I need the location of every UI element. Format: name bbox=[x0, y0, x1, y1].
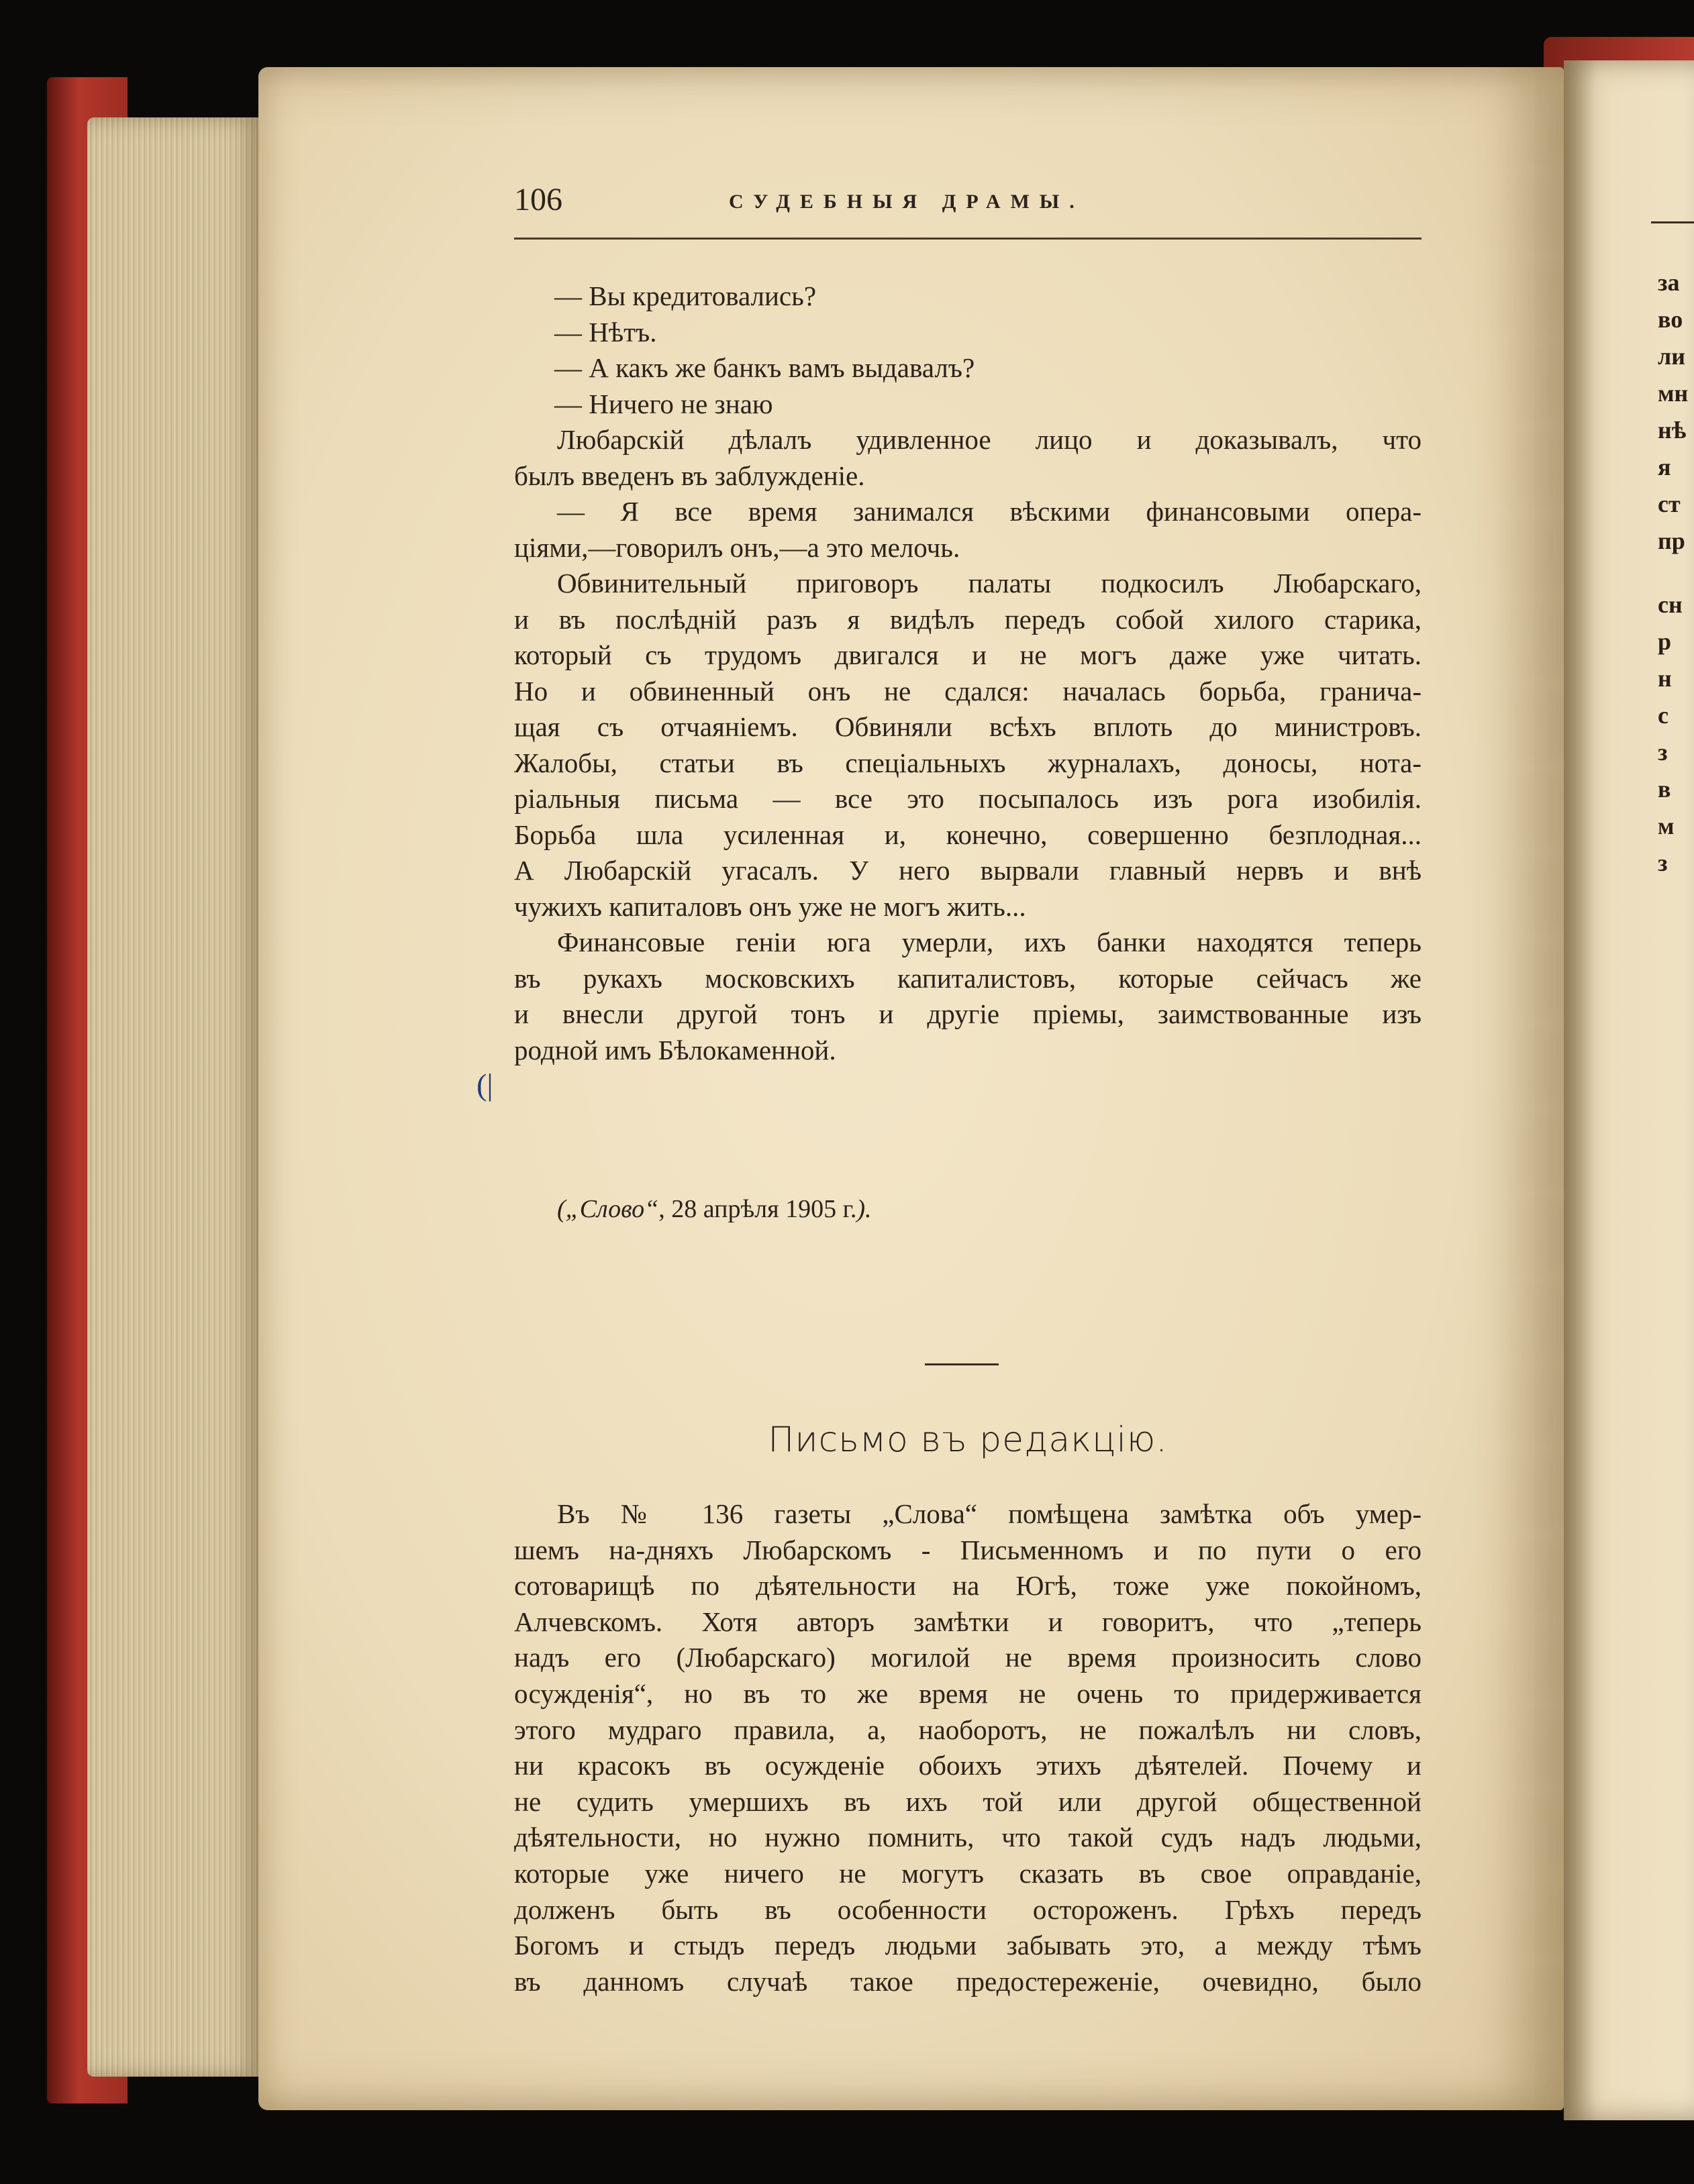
section-divider bbox=[925, 1363, 999, 1365]
page-header bbox=[514, 181, 1422, 235]
paragraph-line: и внесли другой тонъ и другіе пріемы, заимствованные изъ bbox=[514, 998, 1422, 1029]
letter-line: въ данномъ случаѣ такое предостереженіе, очевидно, было bbox=[514, 1965, 1422, 1997]
header-rule bbox=[514, 238, 1422, 240]
article-ending bbox=[514, 278, 1422, 1068]
letter-line: дѣятельности, но нужно помнить, что такой судъ надъ людьми, bbox=[514, 1822, 1422, 1853]
paragraph-line: ціями,—говорилъ онъ,—а это мелочь. bbox=[514, 531, 960, 563]
next-page-fragment: с bbox=[1658, 702, 1668, 729]
next-page-fragment: я bbox=[1658, 454, 1671, 480]
paragraph-line: Обвинительный приговоръ палаты подкосилъ Любарскаго, bbox=[557, 568, 1422, 599]
dialog-line: — Вы кредитовались? bbox=[554, 280, 817, 311]
paragraph-line: Любарскій дѣлалъ удивленное лицо и доказывалъ, что bbox=[557, 424, 1422, 455]
next-page-fragment: ли bbox=[1658, 343, 1685, 370]
letter-line: Богомъ и стыдъ передъ людьми забывать это, а между тѣмъ bbox=[514, 1930, 1422, 1961]
letter-line: которые уже ничего не могутъ сказать въ свое оправданіе, bbox=[514, 1857, 1422, 1889]
letter-line: Алчевскомъ. Хотя авторъ замѣтки и говоритъ, что „теперь bbox=[514, 1606, 1422, 1637]
dialog-line: — Нѣтъ. bbox=[554, 316, 657, 348]
citation-close: ). bbox=[856, 1195, 872, 1223]
paragraph-line: былъ введенъ въ заблужденіе. bbox=[514, 460, 865, 491]
next-page-fragment: мн bbox=[1658, 380, 1689, 407]
next-page-fragment: пр bbox=[1658, 527, 1685, 554]
letter-line: шемъ на-дняхъ Любарскомъ - Письменномъ и по пути о его bbox=[514, 1534, 1422, 1565]
next-page-fragment: з bbox=[1658, 849, 1668, 876]
next-page-fragment: з bbox=[1658, 739, 1668, 766]
letter-line: не судить умершихъ въ ихъ той или другой общественной bbox=[514, 1785, 1422, 1817]
dialog-line: — А какъ же банкъ вамъ выдавалъ? bbox=[554, 352, 975, 383]
paragraph-line: Жалобы, статьи въ спеціальныхъ журналахъ, доносы, нота- bbox=[514, 747, 1422, 778]
next-page-fragment: во bbox=[1658, 306, 1683, 333]
paragraph-line: который съ трудомъ двигался и не могъ даже уже читать. bbox=[514, 639, 1422, 670]
next-page-fragment: ст bbox=[1658, 490, 1681, 517]
letter-line: этого мудраго правила, а, наоборотъ, не пожалѣлъ ни словъ, bbox=[514, 1714, 1422, 1745]
letter-line: долженъ быть въ особенности остороженъ. Грѣхъ передъ bbox=[514, 1893, 1422, 1925]
next-page-fragment: м bbox=[1658, 813, 1675, 839]
next-page-fragment: в bbox=[1658, 776, 1671, 802]
paragraph-line: щая съ отчаяніемъ. Обвиняли всѣхъ вплоть до министровъ. bbox=[514, 711, 1422, 742]
dialog-line: — Ничего не знаю bbox=[554, 388, 773, 419]
page-edges bbox=[87, 117, 262, 2077]
citation-date: , 28 апрѣля 1905 г. bbox=[658, 1195, 857, 1223]
paragraph-line: ріальныя письма — все это посыпалось изъ рога изобилія. bbox=[514, 783, 1422, 814]
letter-body bbox=[514, 1496, 1422, 1999]
letter-line: ни красокъ въ осужденіе обоихъ этихъ дѣятелей. Почему и bbox=[514, 1750, 1422, 1781]
running-title: СУДЕБНЫЯ ДРАМЫ. bbox=[729, 191, 1085, 213]
paragraph-line: родной имъ Бѣлокаменной. bbox=[514, 1034, 836, 1065]
section-title: Письмо въ редакцію. bbox=[768, 1420, 1168, 1460]
next-page-fragment: р bbox=[1658, 628, 1672, 655]
paragraph-line: — Я все время занимался вѣскими финансовыми опера- bbox=[557, 496, 1422, 527]
next-page bbox=[1564, 60, 1694, 2120]
paragraph-line: чужихъ капиталовъ онъ уже не могъ жить... bbox=[514, 890, 1026, 922]
paragraph-line: Борьба шла усиленная и, конечно, совершенно безплодная... bbox=[514, 819, 1422, 850]
paragraph-line: Финансовые геніи юга умерли, ихъ банки находятся теперь bbox=[557, 927, 1422, 957]
paragraph-line: Но и обвиненный онъ не сдался: началась борьба, гранича- bbox=[514, 675, 1422, 707]
letter-line: осужденія“, но въ то же время не очень то придерживается bbox=[514, 1677, 1422, 1709]
letter-line: сотоварищѣ по дѣятельности на Югѣ, тоже уже покойномъ, bbox=[514, 1570, 1422, 1602]
paragraph-line: въ рукахъ московскихъ капиталистовъ, которые сейчасъ же bbox=[514, 962, 1422, 994]
letter-line: надъ его (Любарскаго) могилой не время произносить слово bbox=[514, 1642, 1422, 1673]
citation bbox=[557, 1194, 872, 1224]
next-page-fragment: н bbox=[1658, 665, 1672, 692]
pencil-margin-mark: (| bbox=[477, 1068, 493, 1102]
next-page-rule bbox=[1651, 221, 1694, 223]
page-number: 106 bbox=[514, 182, 562, 217]
citation-open: ( bbox=[557, 1195, 566, 1223]
next-page-fragment: нѣ bbox=[1658, 417, 1687, 444]
paragraph-line: и въ послѣдній разъ я видѣлъ передъ собой хилого старика, bbox=[514, 603, 1422, 635]
letter-line: Въ № 136 газеты „Слова“ помѣщена замѣтка объ умер- bbox=[557, 1498, 1422, 1529]
paragraph-line: А Любарскій угасалъ. У него вырвали главный нервъ и внѣ bbox=[514, 855, 1422, 886]
next-page-fragment: сн bbox=[1658, 591, 1683, 618]
next-page-fragment: за bbox=[1658, 269, 1680, 296]
citation-source: „Слово“ bbox=[565, 1195, 659, 1223]
page-text bbox=[477, 181, 1422, 1997]
